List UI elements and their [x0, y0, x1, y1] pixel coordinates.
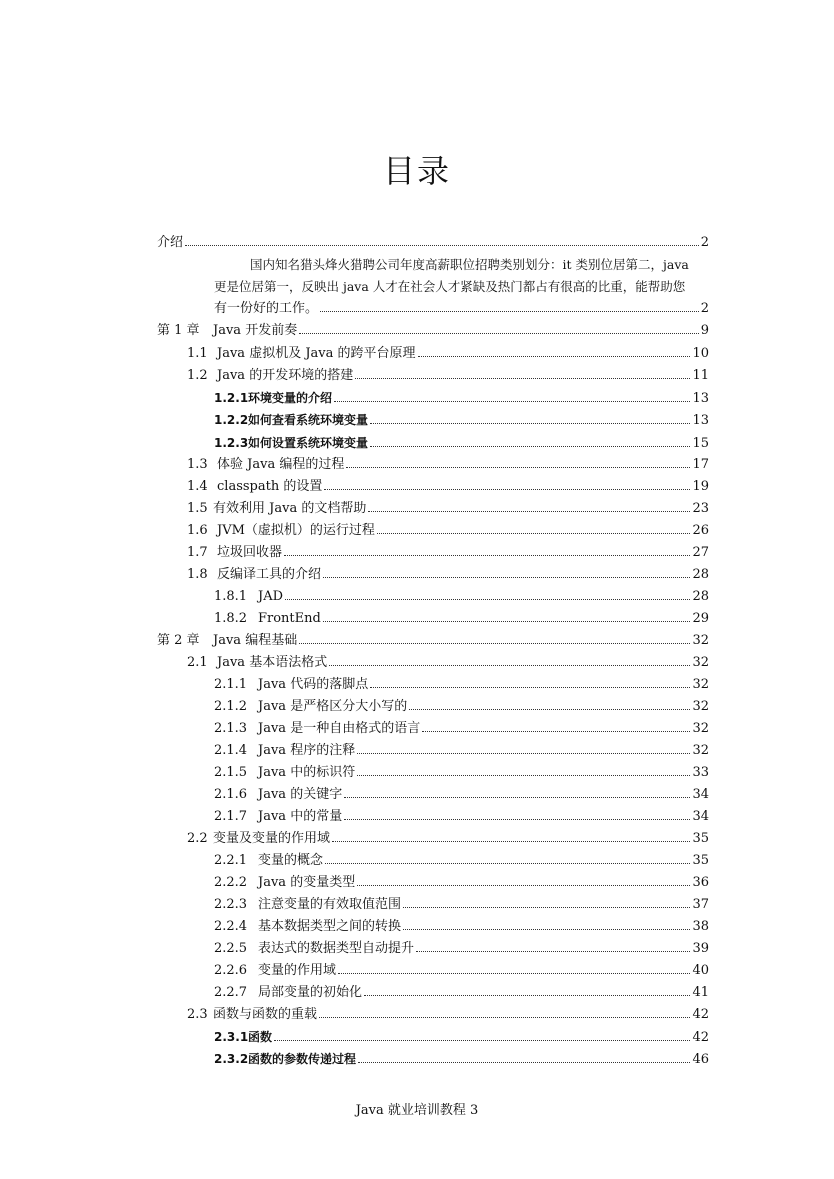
toc-entry-label: 反编译工具的介绍: [217, 567, 322, 582]
toc-entry-number: 2.1.4: [214, 743, 248, 758]
toc-entry-number: 1.1: [187, 346, 208, 361]
toc-entry-number: 2.2.6: [214, 963, 248, 978]
toc-entry-intro[interactable]: [157, 233, 709, 253]
toc-entry-label: Java 的开发环境的搭建: [217, 368, 354, 383]
toc-entry-label: 介绍: [157, 235, 184, 250]
toc-entry-number: 第 1 章: [157, 323, 200, 338]
toc-entry[interactable]: [214, 587, 709, 607]
toc-entry-page: 32: [692, 633, 709, 648]
toc-entry-page: 41: [692, 985, 709, 1000]
toc-entry-label: classpath 的设置: [217, 479, 323, 494]
toc-entry-label: 函数的参数传递过程: [248, 1052, 357, 1066]
toc-entry-page: 26: [692, 523, 709, 538]
toc-entry[interactable]: [214, 917, 709, 937]
dot-leader: [299, 631, 690, 644]
toc-entry-label: 环境变量的介绍: [248, 391, 333, 405]
toc-entry[interactable]: [187, 1005, 709, 1025]
toc-entry-number: 2.2: [187, 831, 208, 846]
toc-entry[interactable]: [187, 455, 709, 475]
dot-leader: [332, 829, 690, 842]
toc-entry-page: 39: [692, 941, 709, 956]
toc-entry-page: 23: [692, 501, 709, 516]
toc-entry-label: 变量及变量的作用域: [213, 831, 331, 846]
toc-entry[interactable]: [214, 983, 709, 1003]
toc-entry-page: 37: [692, 897, 709, 912]
dot-leader: [357, 763, 690, 776]
toc-entry-page: 28: [692, 567, 709, 582]
toc-entry-page: 13: [692, 391, 709, 406]
dot-leader: [284, 543, 690, 556]
toc-entry-label: Java 的关键字: [258, 787, 343, 802]
dot-leader: [320, 299, 699, 312]
toc-entry-label: Java 是一种自由格式的语言: [258, 721, 421, 736]
toc-entry-page: 28: [692, 589, 709, 604]
toc-entry-page: 40: [692, 963, 709, 978]
toc-entry-number: 2.2.5: [214, 941, 248, 956]
toc-entry-number: 2.2.4: [214, 919, 248, 934]
toc-entry-intro-text[interactable]: [214, 299, 709, 319]
toc-entry[interactable]: [187, 521, 709, 541]
dot-leader: [418, 344, 691, 357]
toc-entry-number: 2.3: [187, 1007, 208, 1022]
toc-entry[interactable]: [214, 410, 709, 430]
toc-entry-label: 如何查看系统环境变量: [248, 413, 369, 427]
toc-entry[interactable]: [187, 477, 709, 497]
page-title: 目录: [382, 152, 451, 190]
dot-leader: [357, 873, 690, 886]
dot-leader: [346, 455, 690, 468]
toc-entry[interactable]: [214, 609, 709, 629]
toc-entry-number: 2.2.1: [214, 853, 248, 868]
toc-entry[interactable]: [214, 388, 709, 408]
toc-entry-label: Java 的变量类型: [258, 875, 356, 890]
toc-entry-page: 32: [692, 699, 709, 714]
toc-entry-page: 27: [692, 545, 709, 560]
toc-entry-page: 19: [692, 479, 709, 494]
toc-entry-page: 2: [700, 301, 709, 316]
toc-entry-page: 34: [692, 809, 709, 824]
dot-leader: [323, 565, 690, 578]
toc-entry-number: 2.1.5: [214, 765, 248, 780]
dot-leader: [416, 939, 690, 952]
toc-entry-number: 1.7: [187, 545, 208, 560]
toc-entry-label: Java 基本语法格式: [217, 655, 328, 670]
dot-leader: [358, 1050, 690, 1063]
toc-entry-number: 1.6: [187, 523, 208, 538]
toc-entry-page: 32: [692, 743, 709, 758]
toc-entry-number: 2.1: [187, 655, 208, 670]
dot-leader: [355, 366, 690, 379]
toc-entry[interactable]: [214, 697, 709, 717]
dot-leader: [422, 719, 690, 732]
toc-entry-page: 46: [692, 1052, 709, 1067]
toc-entry-label: 垃圾回收器: [217, 545, 283, 560]
toc-entry[interactable]: [157, 321, 709, 341]
toc-entry-label: Java 中的标识符: [258, 765, 356, 780]
toc-entry-label: 表达式的数据类型自动提升: [258, 941, 415, 956]
toc-entry-number: 1.2.2: [214, 413, 249, 427]
toc-entry[interactable]: [214, 1027, 709, 1047]
toc-entry-page: 17: [692, 457, 709, 472]
toc-entry-label: 局部变量的初始化: [258, 985, 363, 1000]
toc-entry[interactable]: [214, 939, 709, 959]
toc-entry[interactable]: [157, 631, 709, 651]
intro-paragraph: [214, 254, 708, 298]
toc-entry[interactable]: [214, 961, 709, 981]
toc-entry-label: 如何设置系统环境变量: [248, 436, 369, 450]
toc-entry-number: 1.4: [187, 479, 208, 494]
toc-entry[interactable]: [214, 895, 709, 915]
toc-entry-label: 基本数据类型之间的转换: [258, 919, 402, 934]
dot-leader: [329, 653, 690, 666]
toc-entry-number: 1.2: [187, 368, 208, 383]
toc-entry-label: Java 编程基础: [213, 633, 298, 648]
toc-entry-number: 2.3.1: [214, 1030, 249, 1044]
toc-entry[interactable]: [187, 499, 709, 519]
dot-leader: [370, 434, 690, 447]
toc-entry[interactable]: [187, 543, 709, 563]
dot-leader: [325, 851, 690, 864]
dot-leader: [324, 477, 690, 490]
toc-entry[interactable]: [187, 829, 709, 849]
toc-entry-number: 2.2.3: [214, 897, 248, 912]
toc-entry-page: 36: [692, 875, 709, 890]
toc-entry[interactable]: [214, 1049, 709, 1069]
toc-entry-number: 2.3.2: [214, 1052, 249, 1066]
dot-leader: [364, 983, 690, 996]
toc-entry[interactable]: [214, 851, 709, 871]
dot-leader: [368, 499, 690, 512]
toc-entry-number: 1.8.2: [214, 611, 248, 626]
toc-entry-page: 38: [692, 919, 709, 934]
toc-entry-label: 函数: [248, 1030, 273, 1044]
toc-entry-label: 有效利用 Java 的文档帮助: [213, 501, 367, 516]
toc-entry-label: 体验 Java 编程的过程: [217, 457, 345, 472]
dot-leader: [344, 785, 690, 798]
toc-entry-page: 42: [692, 1030, 709, 1045]
dot-leader: [409, 697, 690, 710]
toc-entry-page: 11: [692, 368, 709, 383]
dot-leader: [370, 675, 690, 688]
toc-entry-label: Java 虚拟机及 Java 的跨平台原理: [217, 346, 416, 361]
toc-entry-page: 34: [692, 787, 709, 802]
toc-entry[interactable]: [214, 763, 709, 783]
dot-leader: [323, 609, 691, 622]
toc-entry-page: 15: [692, 436, 709, 451]
toc-entry-number: 2.1.2: [214, 699, 248, 714]
toc-entry[interactable]: [187, 565, 709, 585]
toc-entry-page: 10: [692, 346, 709, 361]
toc-entry-label: Java 代码的落脚点: [258, 677, 369, 692]
toc-entry-number: 第 2 章: [157, 633, 200, 648]
toc-entry[interactable]: [187, 653, 709, 673]
dot-leader: [185, 233, 699, 246]
toc-entry[interactable]: [214, 719, 709, 739]
toc-entry[interactable]: [214, 675, 709, 695]
dot-leader: [338, 961, 690, 974]
dot-leader: [370, 411, 690, 424]
toc-entry-number: 1.5: [187, 501, 208, 516]
toc-entry-label: JVM（虚拟机）的运行过程: [217, 523, 375, 538]
toc-entry[interactable]: [214, 741, 709, 761]
toc-entry-number: 2.1.3: [214, 721, 248, 736]
toc-entry-number: 2.1.7: [214, 809, 248, 824]
toc-entry-page: 42: [692, 1007, 709, 1022]
toc-entry-number: 1.8.1: [214, 589, 248, 604]
dot-leader: [357, 741, 690, 754]
toc-entry[interactable]: [187, 344, 709, 364]
toc-entry-page: 29: [692, 611, 709, 626]
dot-leader: [285, 587, 690, 600]
dot-leader: [403, 895, 690, 908]
intro-text-line: 国内知名猎头烽火猎聘公司年度高薪职位招聘类别划分：it 类别位居第二，java: [250, 257, 689, 272]
page-footer: Java 就业培训教程 3: [355, 1103, 479, 1118]
toc-entry-number: 2.2.7: [214, 985, 248, 1000]
toc-entry-page: 33: [692, 765, 709, 780]
toc-entry-label: FrontEnd: [258, 611, 321, 626]
toc-entry-number: 1.8: [187, 567, 208, 582]
toc-entry-number: 1.3: [187, 457, 208, 472]
toc-entry-number: 2.2.2: [214, 875, 248, 890]
toc-entry-label: Java 是严格区分大小写的: [258, 699, 408, 714]
toc-entry-label: Java 程序的注释: [258, 743, 356, 758]
dot-leader: [274, 1028, 690, 1041]
toc-entry-number: 1.2.1: [214, 391, 249, 405]
dot-leader: [344, 807, 690, 820]
toc-entry-page: 32: [692, 721, 709, 736]
toc-entry-page: 35: [692, 831, 709, 846]
toc-entry-label: 函数与函数的重载: [213, 1007, 318, 1022]
toc-entry-label: 注意变量的有效取值范围: [258, 897, 402, 912]
toc-entry-number: 1.2.3: [214, 436, 249, 450]
toc-entry-number: 2.1.6: [214, 787, 248, 802]
dot-leader: [319, 1005, 690, 1018]
toc-entry-label: 变量的概念: [258, 853, 324, 868]
intro-text-line: 有一份好的工作。: [214, 301, 319, 316]
toc-entry-page: 32: [692, 677, 709, 692]
toc-entry[interactable]: [214, 807, 709, 827]
toc-entry-page: 13: [692, 413, 709, 428]
toc-entry[interactable]: [187, 366, 709, 386]
dot-leader: [334, 389, 690, 402]
toc-entry[interactable]: [214, 433, 709, 453]
toc-entry-label: 变量的作用域: [258, 963, 337, 978]
toc-entry-label: Java 开发前奏: [213, 323, 298, 338]
toc-entry[interactable]: [214, 873, 709, 893]
toc-entry-number: 2.1.1: [214, 677, 248, 692]
toc-entry-label: JAD: [258, 589, 284, 604]
dot-leader: [403, 917, 690, 930]
toc-entry[interactable]: [214, 785, 709, 805]
dot-leader: [299, 321, 699, 334]
toc-entry-page: 9: [700, 323, 709, 338]
toc-entry-page: 2: [700, 235, 709, 250]
toc-entry-label: Java 中的常量: [258, 809, 343, 824]
intro-text-line: 更是位居第一，反映出 java 人才在社会人才紧缺及热门都占有很高的比重，能帮助您: [214, 279, 686, 294]
dot-leader: [377, 521, 691, 534]
toc-entry-page: 35: [692, 853, 709, 868]
toc-entry-page: 32: [692, 655, 709, 670]
